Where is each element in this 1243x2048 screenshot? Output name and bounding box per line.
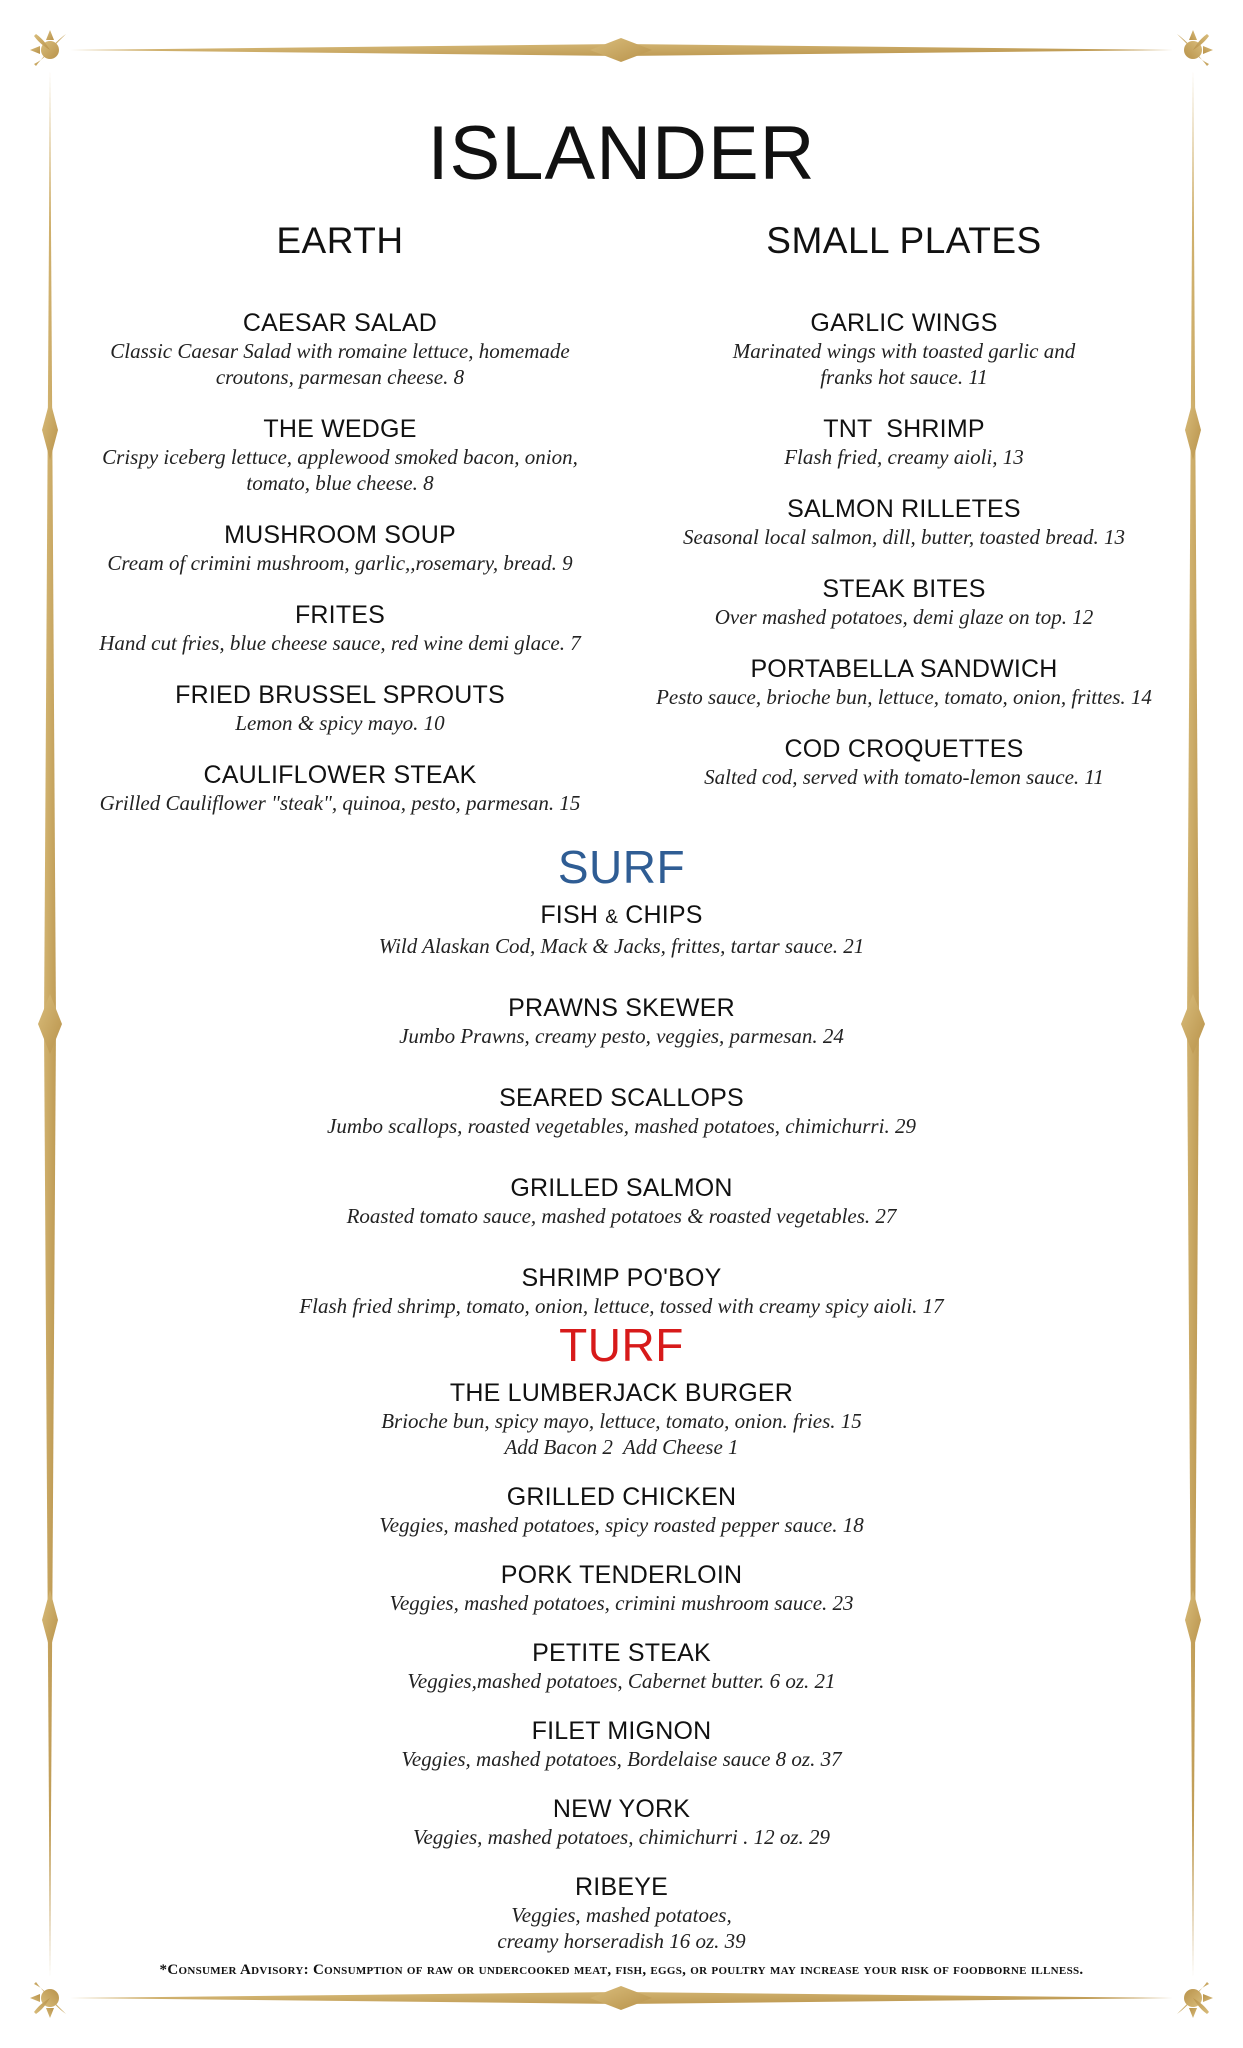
item-description: Veggies, mashed potatoes, crimini mushroom sauce. 23	[389, 1591, 854, 1615]
item-name: FRIED BRUSSEL SPROUTS	[175, 681, 505, 709]
corner-ornament-top-left	[30, 30, 66, 66]
menu-item	[60, 520, 620, 576]
menu-item	[624, 308, 1184, 390]
corner-ornament-top-right	[1177, 30, 1213, 66]
small-plates-section	[624, 220, 1184, 814]
item-description: Pesto sauce, brioche bun, lettuce, tomato, onion, frittes. 14	[656, 685, 1152, 709]
menu-item	[624, 574, 1184, 630]
item-name: CAESAR SALAD	[242, 309, 438, 337]
item-description: Hand cut fries, blue cheese sauce, red wine demi glace. 7	[99, 631, 581, 655]
menu-item	[0, 1638, 1243, 1694]
item-name: PORK TENDERLOIN	[500, 1561, 743, 1589]
item-description: creamy horseradish 16 oz. 39	[497, 1929, 746, 1953]
item-description: Veggies, mashed potatoes,	[511, 1903, 732, 1927]
item-name: NEW YORK	[552, 1795, 691, 1823]
border-top	[70, 38, 1173, 62]
surf-section	[0, 840, 1243, 1353]
border-bottom	[70, 1986, 1173, 2010]
menu-item	[0, 900, 1243, 959]
item-description: croutons, parmesan cheese. 8	[215, 365, 465, 389]
item-description: Veggies, mashed potatoes, Bordelaise sauce 8 oz. 37	[401, 1747, 842, 1771]
menu-item	[60, 600, 620, 656]
menu-item	[624, 654, 1184, 710]
menu-item	[0, 1378, 1243, 1460]
item-description: Flash fried shrimp, tomato, onion, lettuce, tossed with creamy spicy aioli. 17	[299, 1294, 944, 1318]
item-name: THE WEDGE	[263, 415, 417, 443]
earth-heading: EARTH	[276, 220, 404, 261]
item-name: FILET MIGNON	[531, 1717, 712, 1745]
menu-item	[0, 1173, 1243, 1229]
item-name: FRITES	[294, 601, 386, 629]
menu-item	[60, 414, 620, 496]
restaurant-title: ISLANDER	[427, 111, 816, 196]
item-name: GRILLED SALMON	[510, 1174, 733, 1202]
item-description: Crispy iceberg lettuce, applewood smoked bacon, onion,	[102, 445, 578, 469]
item-description: Marinated wings with toasted garlic and	[732, 339, 1076, 363]
item-description: Veggies, mashed potatoes, spicy roasted pepper sauce. 18	[379, 1513, 864, 1537]
item-name: SALMON RILLETES	[787, 495, 1021, 523]
item-name: PRAWNS SKEWER	[508, 994, 735, 1022]
menu-item	[0, 1263, 1243, 1319]
item-name-part: CHIPS	[625, 901, 703, 929]
menu-item	[0, 1872, 1243, 1954]
menu-item	[0, 1794, 1243, 1850]
earth-section	[60, 220, 620, 840]
surf-heading: SURF	[557, 841, 686, 893]
menu-item	[0, 1560, 1243, 1616]
turf-heading: TURF	[559, 1319, 684, 1371]
item-description: Cream of crimini mushroom, garlic,,rosemary, bread. 9	[107, 551, 573, 575]
item-description: Wild Alaskan Cod, Mack & Jacks, frittes, tartar sauce. 21	[378, 934, 865, 958]
ampersand: &	[605, 907, 619, 928]
item-description: Jumbo scallops, roasted vegetables, mashed potatoes, chimichurri. 29	[327, 1114, 916, 1138]
small-plates-heading: SMALL PLATES	[766, 220, 1042, 261]
menu-item	[0, 993, 1243, 1049]
item-name: STEAK BITES	[822, 575, 986, 603]
menu-item	[0, 1716, 1243, 1772]
item-description: Salted cod, served with tomato-lemon sauce. 11	[704, 765, 1104, 789]
menu-item	[0, 1083, 1243, 1139]
item-name: THE LUMBERJACK BURGER	[449, 1379, 794, 1407]
consumer-advisory: *Consumer Advisory: Consumption of raw or undercooked meat, fish, eggs, or poultry may increase your risk of foodborne illness.	[159, 1962, 1084, 1978]
item-description: Classic Caesar Salad with romaine lettuce, homemade	[110, 339, 570, 363]
item-name: PETITE STEAK	[532, 1639, 711, 1667]
item-description: Seasonal local salmon, dill, butter, toasted bread. 13	[683, 525, 1125, 549]
item-description: Veggies,mashed potatoes, Cabernet butter. 6 oz. 21	[407, 1669, 836, 1693]
item-description: Roasted tomato sauce, mashed potatoes & roasted vegetables. 27	[346, 1204, 897, 1228]
item-name: TNT SHRIMP	[823, 415, 985, 443]
menu-item	[60, 308, 620, 390]
corner-ornament-bottom-left	[30, 1982, 66, 2018]
menu-item	[60, 680, 620, 736]
item-description: Flash fried, creamy aioli, 13	[784, 445, 1024, 469]
item-addons: Add Bacon 2 Add Cheese 1	[504, 1435, 739, 1459]
item-name	[0, 900, 1243, 933]
item-name: GRILLED CHICKEN	[506, 1483, 737, 1511]
item-description: Jumbo Prawns, creamy pesto, veggies, parmesan. 24	[399, 1024, 844, 1048]
item-description: Lemon & spicy mayo. 10	[235, 711, 445, 735]
item-description: Veggies, mashed potatoes, chimichurri . 12 oz. 29	[412, 1825, 831, 1849]
item-name-part: FISH	[540, 901, 599, 929]
turf-section	[0, 1318, 1243, 1976]
item-description: tomato, blue cheese. 8	[246, 471, 434, 495]
item-name: SEARED SCALLOPS	[499, 1084, 744, 1112]
menu-item	[624, 494, 1184, 550]
item-name: COD CROQUETTES	[784, 735, 1024, 763]
menu-item	[0, 1482, 1243, 1538]
item-description: franks hot sauce. 11	[820, 365, 988, 389]
item-description: Grilled Cauliflower "steak", quinoa, pesto, parmesan. 15	[99, 791, 581, 815]
item-name: SHRIMP PO'BOY	[521, 1264, 722, 1292]
menu-item	[60, 760, 620, 816]
item-description: Over mashed potatoes, demi glaze on top. 12	[714, 605, 1094, 629]
item-name: CAULIFLOWER STEAK	[203, 761, 477, 789]
menu-item	[624, 414, 1184, 470]
item-name: MUSHROOM SOUP	[224, 521, 456, 549]
menu-item	[624, 734, 1184, 790]
item-name: RIBEYE	[575, 1873, 668, 1901]
item-description: Brioche bun, spicy mayo, lettuce, tomato, onion. fries. 15	[381, 1409, 862, 1433]
item-name: GARLIC WINGS	[810, 309, 998, 337]
item-name: PORTABELLA SANDWICH	[750, 655, 1058, 683]
corner-ornament-bottom-right	[1177, 1982, 1213, 2018]
